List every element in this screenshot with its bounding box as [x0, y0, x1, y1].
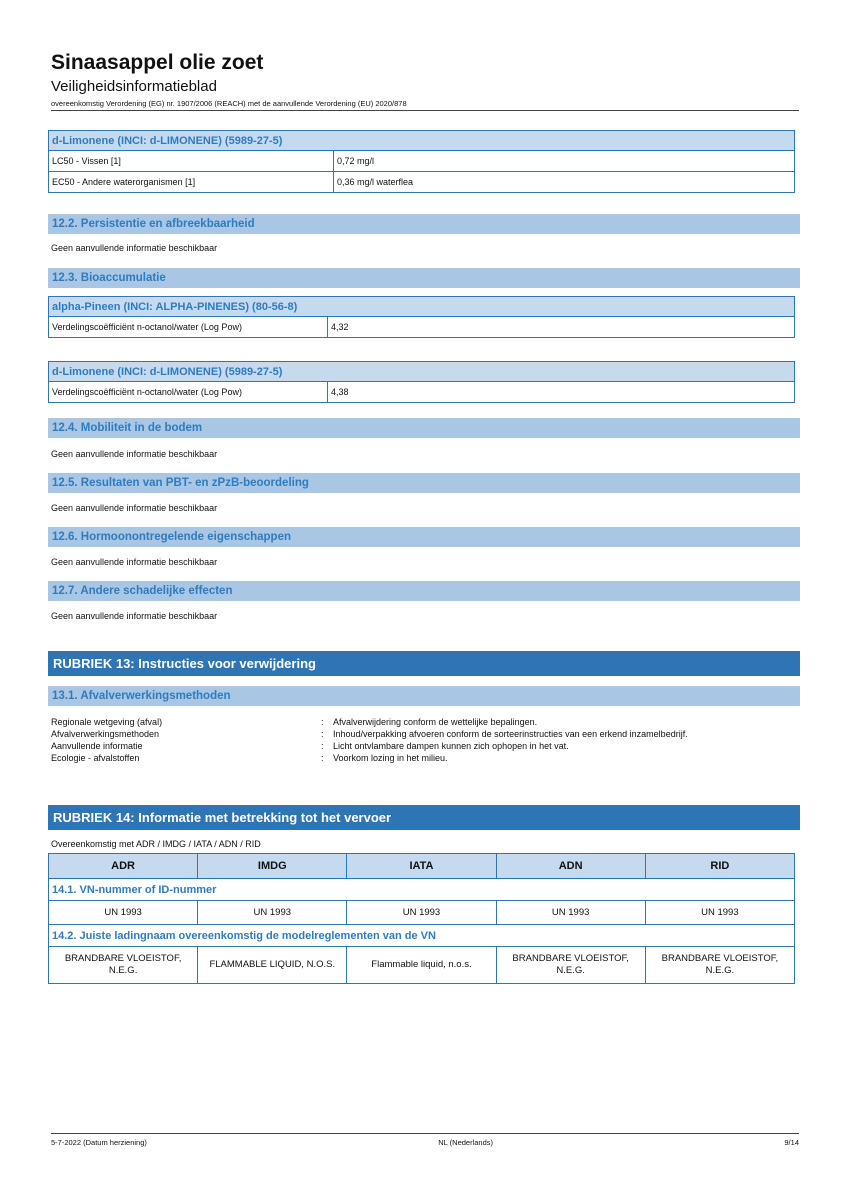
field-label: Aanvullende informatie — [51, 741, 143, 751]
column-header-rid: RID — [645, 854, 794, 879]
document-title: Sinaasappel olie zoet — [51, 51, 264, 74]
substance-title: d-Limonene (INCI: d-LIMONENE) (5989-27-5) — [49, 131, 795, 151]
table-row — [49, 382, 795, 403]
section-14-2-heading: 14.2. Juiste ladingnaam overeenkomstig de modelreglementen van de VN — [49, 925, 795, 947]
parameter-value: 4,32 — [328, 317, 795, 338]
section-12-6-heading: 12.6. Hormoonontregelende eigenschappen — [48, 527, 800, 547]
table-cell: UN 1993 — [496, 901, 645, 925]
section-12-5-text: Geen aanvullende informatie beschikbaar — [51, 503, 218, 513]
section-12-7-heading: 12.7. Andere schadelijke effecten — [48, 581, 800, 601]
table-cell: UN 1993 — [645, 901, 794, 925]
table-row — [49, 947, 795, 984]
regulation-line: overeenkomstig Verordening (EG) nr. 1907/2006 (REACH) met de aanvullende Verordening (EU) 2020/878 — [51, 99, 799, 111]
page-number: 9/14 — [784, 1138, 799, 1147]
table-row — [49, 901, 795, 925]
parameter-label: EC50 - Andere waterorganismen [1] — [49, 172, 334, 193]
rubriek-14-heading: RUBRIEK 14: Informatie met betrekking tot het vervoer — [48, 805, 800, 830]
rubriek-13-heading: RUBRIEK 13: Instructies voor verwijdering — [48, 651, 800, 676]
transport-header-row — [49, 854, 795, 879]
parameter-value: 4,38 — [328, 382, 795, 403]
field-value: Afvalverwijdering conform de wettelijke bepalingen. — [333, 717, 538, 727]
table-cell: UN 1993 — [347, 901, 496, 925]
parameter-label: LC50 - Vissen [1] — [49, 151, 334, 172]
column-header-imdg: IMDG — [198, 854, 347, 879]
section-12-2-text: Geen aanvullende informatie beschikbaar — [51, 243, 218, 253]
colon: : — [321, 753, 324, 763]
column-header-adr: ADR — [49, 854, 198, 879]
colon: : — [321, 729, 324, 739]
section-14-1-heading: 14.1. VN-nummer of ID-nummer — [49, 879, 795, 901]
document-subtitle: Veiligheidsinformatieblad — [51, 78, 217, 95]
field-value: Inhoud/verpakking afvoeren conform de sorteerinstructies van een erkend inzamelbedrijf. — [333, 729, 688, 739]
transport-intro: Overeenkomstig met ADR / IMDG / IATA / ADN / RID — [51, 839, 261, 849]
section-13-1-heading: 13.1. Afvalverwerkingsmethoden — [48, 686, 800, 706]
section-12-4-text: Geen aanvullende informatie beschikbaar — [51, 449, 218, 459]
table-cell: UN 1993 — [198, 901, 347, 925]
transport-table — [48, 853, 795, 984]
section-12-3-heading: 12.3. Bioaccumulatie — [48, 268, 800, 288]
section-12-4-heading: 12.4. Mobiliteit in de bodem — [48, 418, 800, 438]
page-footer — [51, 1133, 799, 1147]
bio-limonene-table — [48, 361, 795, 403]
table-cell: BRANDBARE VLOEISTOF, N.E.G. — [49, 947, 198, 984]
field-label: Ecologie - afvalstoffen — [51, 753, 140, 763]
table-cell: Flammable liquid, n.o.s. — [347, 947, 496, 984]
language-label: NL (Nederlands) — [438, 1138, 494, 1147]
parameter-value: 0,72 mg/l — [334, 151, 795, 172]
list-item — [51, 728, 799, 740]
table-cell: BRANDBARE VLOEISTOF, N.E.G. — [496, 947, 645, 984]
field-label: Regionale wetgeving (afval) — [51, 717, 163, 727]
list-item — [51, 716, 799, 728]
table-row — [49, 317, 795, 338]
table-cell: UN 1993 — [49, 901, 198, 925]
toxicity-limonene-table — [48, 130, 795, 193]
field-value: Licht ontvlambare dampen kunnen zich ophopen in het vat. — [333, 741, 569, 751]
list-item — [51, 740, 799, 752]
column-header-adn: ADN — [496, 854, 645, 879]
section-12-6-text: Geen aanvullende informatie beschikbaar — [51, 557, 218, 567]
substance-title: d-Limonene (INCI: d-LIMONENE) (5989-27-5) — [49, 362, 795, 382]
table-row — [49, 172, 795, 193]
colon: : — [321, 717, 324, 727]
field-value: Voorkom lozing in het milieu. — [333, 753, 448, 763]
list-item — [51, 752, 799, 764]
table-cell: BRANDBARE VLOEISTOF, N.E.G. — [645, 947, 794, 984]
revision-date: 5-7-2022 (Datum herziening) — [51, 1138, 147, 1147]
field-label: Afvalverwerkingsmethoden — [51, 729, 160, 739]
section-12-7-text: Geen aanvullende informatie beschikbaar — [51, 611, 218, 621]
substance-title: alpha-Pineen (INCI: ALPHA-PINENES) (80-56-8) — [49, 297, 795, 317]
transport-section-row — [49, 925, 795, 947]
transport-section-row — [49, 879, 795, 901]
bio-pinene-table — [48, 296, 795, 338]
table-row — [49, 151, 795, 172]
section-12-2-heading: 12.2. Persistentie en afbreekbaarheid — [48, 214, 800, 234]
colon: : — [321, 741, 324, 751]
disposal-list — [51, 716, 799, 764]
page-header — [51, 50, 799, 111]
parameter-label: Verdelingscoëfficiënt n-octanol/water (Log Pow) — [49, 382, 328, 403]
table-cell: FLAMMABLE LIQUID, N.O.S. — [198, 947, 347, 984]
column-header-iata: IATA — [347, 854, 496, 879]
parameter-label: Verdelingscoëfficiënt n-octanol/water (Log Pow) — [49, 317, 328, 338]
section-12-5-heading: 12.5. Resultaten van PBT- en zPzB-beoordeling — [48, 473, 800, 493]
parameter-value: 0,36 mg/l waterflea — [334, 172, 795, 193]
